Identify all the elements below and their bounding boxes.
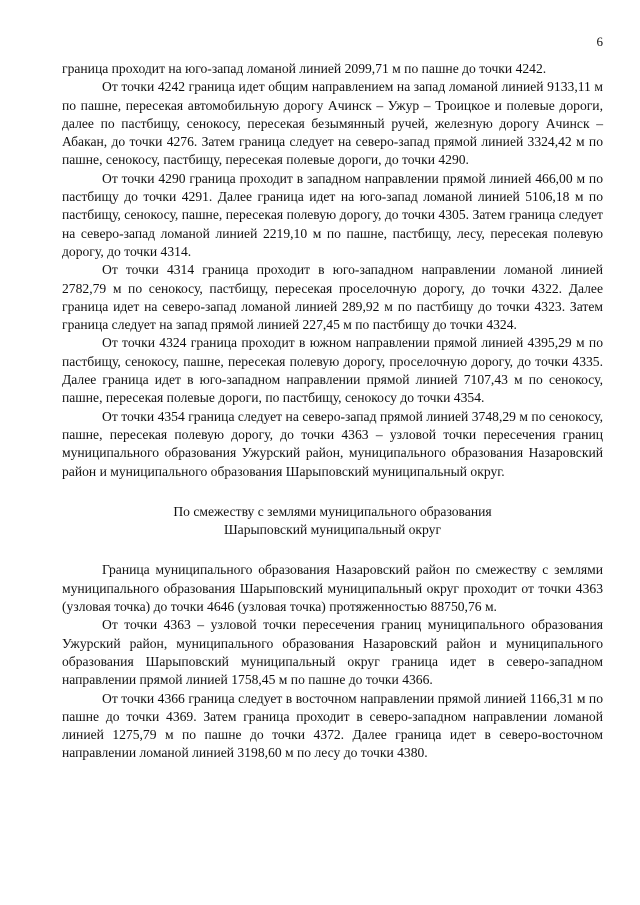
- paragraph-point-4354: От точки 4354 граница следует на северо-запад прямой линией 3748,29 м по сенокосу, пашне, пересекая полевую дорогу, до точки 4363 – узловой точки пересечения границ муниципального образования Ужурский район, муниципального образования Назаровский район и муниципального образования Шарыповский муниципальный округ.: [62, 408, 603, 479]
- page-number: 6: [596, 34, 603, 49]
- section-heading-line-1: По смежеству с землями муниципального образования: [173, 503, 492, 519]
- paragraph-continuation: граница проходит на юго-запад ломаной линией 2099,71 м по пашне до точки 4242.: [62, 61, 547, 76]
- paragraph-border-summary: Граница муниципального образования Назаровский район по смежеству с землями муниципального образования Шарыповский муниципальный округ проходит от точки 4363 (узловая точка) до точки 4646 (узловая точка) протяженностью 88750,76 м.: [62, 562, 603, 615]
- paragraph-point-4366: От точки 4366 граница следует в восточном направлении прямой линией 1166,31 м по пашне до точки 4369. Затем граница проходит в северо-западном направлении ломаной линией 1275,79 м по пашне до точки 4372. Далее граница идет в северо-восточном направлении ломаной линией 3198,60 м по лесу до точки 4380.: [62, 690, 603, 761]
- paragraph-point-4290: От точки 4290 граница проходит в западном направлении прямой линией 466,00 м по пастбищу до точки 4291. Далее граница идет на юго-запад ломаной линией 5106,18 м по пастбищу, сенокосу, пашне, пересекая полевую дорогу, до точки 4305. Затем граница следует на северо-запад ломаной линией 2219,10 м по пашне, пастбищу, лесу, пересекая полевую дорогу, до точки 4314.: [62, 170, 603, 259]
- document-body: [62, 34, 603, 763]
- paragraph-point-4242: От точки 4242 граница идет общим направлением на запад ломаной линией 9133,11 м по пашне, пересекая автомобильную дорогу Ачинск – Ужур – Троицкое и полевые дороги, далее по пастбищу, сенокосу, пересекая безымянный ручей, железную дорогу Ачинск – Абакан, до точки 4276. Затем граница следует на северо-запад прямой линией 3324,42 м по пашне, сенокосу, пастбищу, пересекая полевые дороги, до точки 4290.: [62, 79, 603, 168]
- section-heading: [62, 503, 603, 540]
- paragraph-point-4363: От точки 4363 – узловой точки пересечения границ муниципального образования Ужурский район, муниципального образования Назаровский район и муниципального образования Шарыповский муниципальный округ граница идет в северо-западном направлении прямой линией 1758,45 м по пашне до точки 4366.: [62, 617, 603, 688]
- section-heading-line-2: Шарыповский муниципальный округ: [223, 522, 442, 538]
- paragraph-point-4314: От точки 4314 граница проходит в юго-западном направлении ломаной линией 2782,79 м по сенокосу, пастбищу, пересекая проселочную дорогу, до точки 4322. Далее граница идет на северо-запад ломаной линией 289,92 м по пастбищу до точки 4323. Затем граница следует на запад прямой линией 227,45 м по пастбищу до точки 4324.: [62, 262, 603, 333]
- paragraph-point-4324: От точки 4324 граница проходит в южном направлении прямой линией 4395,29 м по пастбищу, сенокосу, пашне, пересекая полевую дорогу, проселочную дорогу, до точки 4335. Далее граница идет в юго-западном направлении прямой линией 7107,43 м по сенокосу, пашне, пересекая полевые дороги, по пастбищу, сенокосу до точки 4354.: [62, 335, 603, 406]
